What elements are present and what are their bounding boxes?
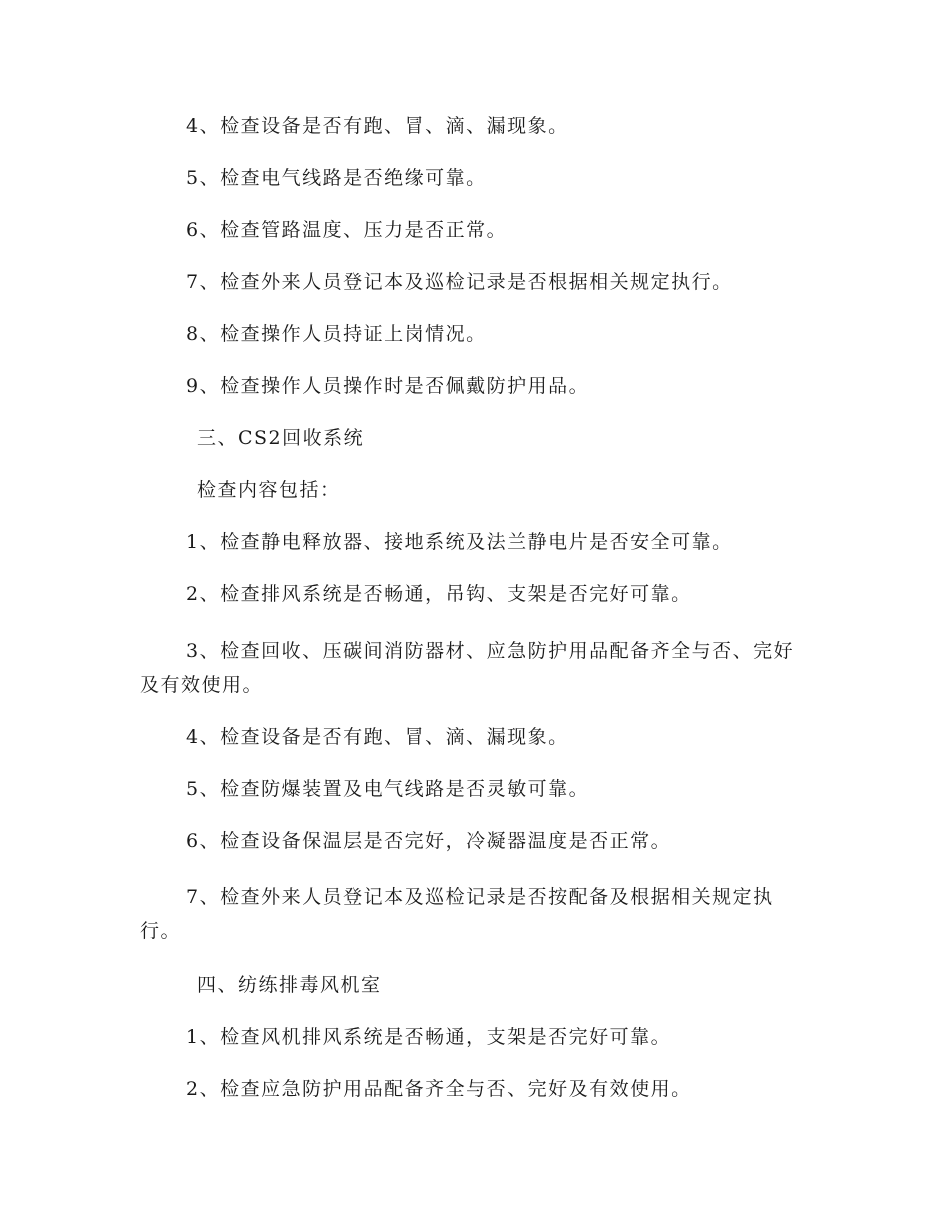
section-intro: 检查内容包括： — [197, 479, 341, 501]
section-heading-cs2: 三、CS2回收系统 — [197, 427, 365, 449]
paragraph-item-4: 4、检查设备是否有跑、冒、滴、漏现象。 — [186, 115, 569, 137]
paragraph-item-5: 5、检查电气线路是否绝缘可靠。 — [186, 167, 487, 189]
paragraph-item-4b: 4、检查设备是否有跑、冒、滴、漏现象。 — [186, 726, 569, 748]
paragraph-item-7: 7、检查外来人员登记本及巡检记录是否根据相关规定执行。 — [186, 271, 733, 293]
paragraph-item-1c: 1、检查风机排风系统是否畅通，支架是否完好可靠。 — [186, 1026, 672, 1048]
paragraph-item-9: 9、检查操作人员操作时是否佩戴防护用品。 — [186, 375, 590, 397]
paragraph-item-1: 1、检查静电释放器、接地系统及法兰静电片是否安全可靠。 — [186, 531, 733, 553]
paragraph-item-6: 6、检查管路温度、压力是否正常。 — [186, 219, 508, 241]
paragraph-item-3: 3、检查回收、压碳间消防器材、应急防护用品配备齐全与否、完好及有效使用。 — [140, 640, 795, 696]
paragraph-item-8: 8、检查操作人员持证上岗情况。 — [186, 323, 487, 345]
paragraph-item-5b: 5、检查防爆装置及电气线路是否灵敏可靠。 — [186, 778, 590, 800]
paragraph-item-2c: 2、检查应急防护用品配备齐全与否、完好及有效使用。 — [186, 1078, 692, 1100]
paragraph-item-2: 2、检查排风系统是否畅通，吊钩、支架是否完好可靠。 — [186, 583, 692, 605]
paragraph-item-6b: 6、检查设备保温层是否完好，冷凝器温度是否正常。 — [186, 830, 672, 852]
section-heading-fan-room: 四、纺练排毒风机室 — [197, 974, 382, 996]
paragraph-item-7b: 7、检查外来人员登记本及巡检记录是否按配备及根据相关规定执行。 — [140, 886, 774, 942]
